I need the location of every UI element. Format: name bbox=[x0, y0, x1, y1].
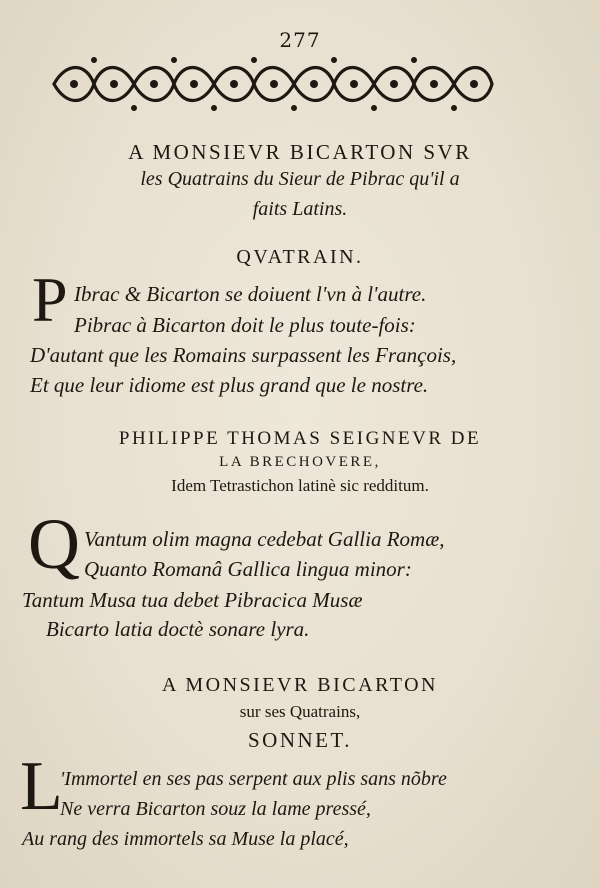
drop-cap-l: L bbox=[20, 748, 63, 825]
latin-intro-line: Idem Tetrastichon latinè sic redditum. bbox=[171, 476, 429, 495]
sonnet-dedication-subline: sur ses Quatrains, bbox=[239, 702, 361, 721]
latin-verse-4: Bicarto latia doctè sonare lyra. bbox=[46, 617, 310, 641]
page-number: 277 bbox=[279, 28, 321, 52]
quatrain-verse-1: Ibrac & Bicarton se doiuent l'vn à l'autre. bbox=[74, 282, 427, 306]
quatrain-verse-3: D'autant que les Romains surpassent les François, bbox=[30, 343, 457, 367]
quatrain-verse-4: Et que leur idiome est plus grand que le nostre. bbox=[30, 373, 429, 397]
dedication-heading-line1: A MONSIEVR BICARTON SVR bbox=[128, 140, 472, 164]
latin-verse-2: Quanto Romanâ Gallica lingua minor: bbox=[84, 557, 412, 581]
ornamental-header-band bbox=[46, 54, 496, 114]
dedication-heading-line3: faits Latins. bbox=[252, 198, 348, 220]
sonnet-verse-1: 'Immortel en ses pas serpent aux plis sans nõbre bbox=[60, 768, 447, 790]
dedication-heading-line2: les Quatrains du Sieur de Pibrac qu'il a bbox=[140, 168, 460, 190]
sonnet-verse-3: Au rang des immortels sa Muse la placé, bbox=[22, 828, 349, 850]
latin-verse-1: Vantum olim magna cedebat Gallia Romæ, bbox=[84, 527, 445, 551]
drop-cap-q: Q bbox=[28, 504, 80, 584]
translator-name-line2: LA BRECHOVERE, bbox=[219, 454, 381, 470]
sonnet-dedication-heading: A MONSIEVR BICARTON bbox=[162, 674, 438, 696]
sonnet-verse-2: Ne verra Bicarton souz la lame pressé, bbox=[60, 798, 371, 820]
quatrain-verse-2: Pibrac à Bicarton doit le plus toute-fois: bbox=[74, 313, 416, 337]
sonnet-heading: SONNET. bbox=[247, 728, 353, 752]
quatrain-heading: QVATRAIN. bbox=[236, 246, 364, 268]
translator-name-line1: PHILIPPE THOMAS SEIGNEVR DE bbox=[118, 428, 482, 449]
drop-cap-p: P bbox=[32, 264, 68, 335]
latin-verse-3: Tantum Musa tua debet Pibracica Musæ bbox=[22, 588, 363, 612]
